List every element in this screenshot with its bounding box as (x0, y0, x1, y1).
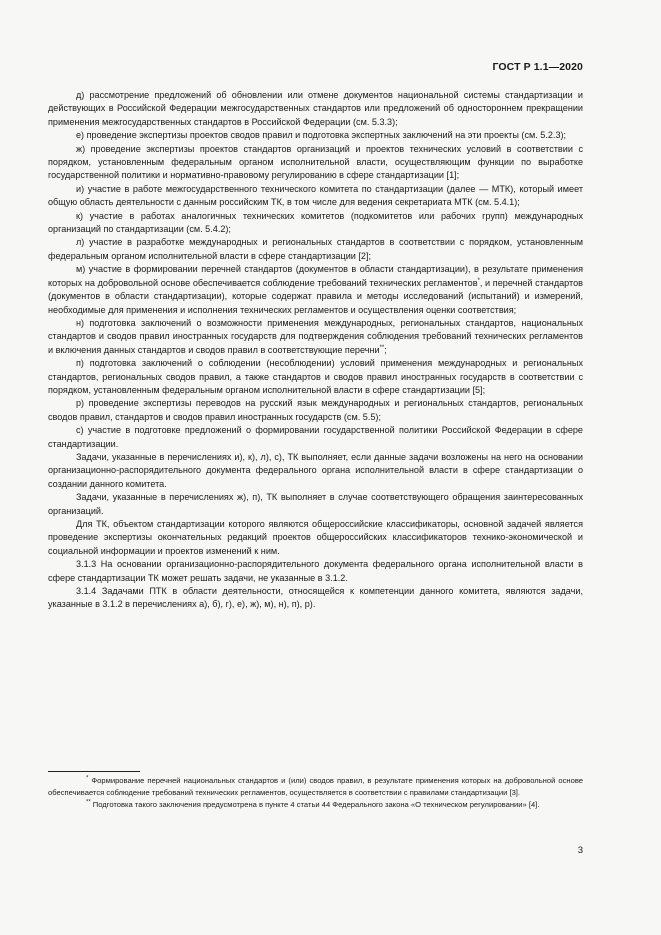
footnotes (48, 775, 583, 812)
paragraph-m (48, 263, 583, 317)
footnote-text-1: Формирование перечней национальных стандартов и (или) сводов правил, в результате применения которых на добровольной основе обеспечивается соблюдение требований технических регламентов, осуществляется в соответствии с правилами стандартизации [3]. (48, 776, 583, 797)
page-number: 3 (577, 845, 583, 856)
footnote-1 (48, 775, 583, 798)
paragraph-tasks-1: Задачи, указанные в перечислениях и), к), л), с), ТК выполняет, если данные задачи возложены на него на основании организационно-распорядительного документа федерального органа исполнительной власти в сфере стандартизации о создании данного комитета. (48, 451, 583, 489)
paragraph-tasks-2: Задачи, указанные в перечислениях ж), п), ТК выполняет в случае соответствующего обращения заинтересованных организаций. (48, 492, 583, 516)
footnote-text-2: Подготовка такого заключения предусмотрена в пункте 4 статьи 44 Федерального закона «О техническом регулировании» [4]. (90, 800, 540, 810)
footnote-2 (48, 799, 583, 811)
paragraph-d: д) рассмотрение предложений об обновлении или отмене документов национальной системы стандартизации и действующих в Российской Федерации межгосударственных стандартов или предложений об одностороннем прекращении применения межгосударственных стандартов в Российской Федерации (см. 5.3.3); (48, 90, 583, 127)
paragraph-n-text: н) подготовка заключений о возможности применения международных, региональных стандартов, национальных стандартов и сводов правил иностранных государств для подтверждения соблюдения требований технических регламентов и включения данных стандартов и сводов правил в соответствующие перечни (48, 317, 583, 355)
paragraph-i: и) участие в работе межгосударственного технического комитета по стандартизации (далее — МТК), который имеет общую область деятельности с данным российским ТК, в том числе для ведения секретариата МТК (см. 5.4.1); (48, 183, 583, 208)
paragraph-r: р) проведение экспертизы переводов на русский язык международных и региональных стандартов, региональных сводов правил, стандартов и сводов правил иностранных государств (см. 5.5); (48, 398, 583, 422)
paragraph-l: л) участие в разработке международных и региональных стандартов в соответствии с порядком, установленным федеральным органом исполнительной власти в сфере стандартизации [2]; (48, 237, 583, 261)
paragraph-classifiers: Для ТК, объектом стандартизации которого являются общероссийские классификаторы, основной задачей является проведение экспертизы окончательных редакций проектов общероссийских классификаторов технико-экономической и социальной информации и проектов изменений к ним. (48, 519, 583, 556)
document-body (48, 89, 583, 612)
paragraph-m-tail: , и перечней стандартов (документов в области стандартизации), которые содержат правила и методы исследований (испытаний) и измерений, необходимые для применения и исполнения технических регламентов и осуществления оценки соответствия; (48, 277, 583, 315)
paragraph-zh: ж) проведение экспертизы проектов стандартов организаций и проектов технических условий в соответствии с порядком, установленным федеральным органом исполнительной власти, осуществляющим функции по выработке государственной политики и нормативно-правовому регулированию в сфере стандартизации [1]; (48, 143, 583, 181)
paragraph-m-text: м) участие в формировании перечней стандартов (документов в области стандартизации), в результате применения которых на добровольной основе обеспечивается соблюдение требований технических регламентов (48, 264, 583, 288)
clause-3-1-4: 3.1.4 Задачами ПТК в области деятельности, относящейся к компетенции данного комитета, являются задачи, указанные в 3.1.2 в перечислениях а), б), г), е), ж), м), н), п), р). (48, 586, 583, 610)
footnote-mark-2: ** (86, 799, 91, 806)
paragraph-k: к) участие в работах аналогичных технических комитетов (подкомитетов или рабочих групп) международных организаций по стандартизации (см. 5.4.2); (48, 210, 583, 235)
footnote-ref-1: * (477, 277, 480, 284)
footnote-mark-1: * (86, 775, 89, 782)
paragraph-s: с) участие в подготовке предложений о формировании государственной политики Российской Федерации в сфере стандартизации. (48, 425, 583, 449)
paragraph-e: е) проведение экспертизы проектов сводов правил и подготовка экспертных заключений на эти проекты (см. 5.2.3); (76, 130, 567, 141)
clause-3-1-3: 3.1.3 На основании организационно-распорядительного документа федерального органа исполнительной власти в сфере стандартизации ТК может решать задачи, не указанные в 3.1.2. (48, 559, 583, 583)
document-code-header: ГОСТ Р 1.1—2020 (492, 61, 583, 73)
paragraph-p: п) подготовка заключений о соблюдении (несоблюдении) условий применения международных и региональных стандартов, региональных сводов правил, а также стандартов и сводов правил иностранных государств в соответствии с порядком, установленным федеральным органом исполнительной власти в сфере стандартизации [5]; (48, 358, 583, 395)
footnote-divider (48, 771, 140, 772)
paragraph-n-tail: ; (384, 344, 387, 355)
footnote-ref-2: ** (379, 344, 385, 351)
paragraph-n (48, 317, 583, 357)
